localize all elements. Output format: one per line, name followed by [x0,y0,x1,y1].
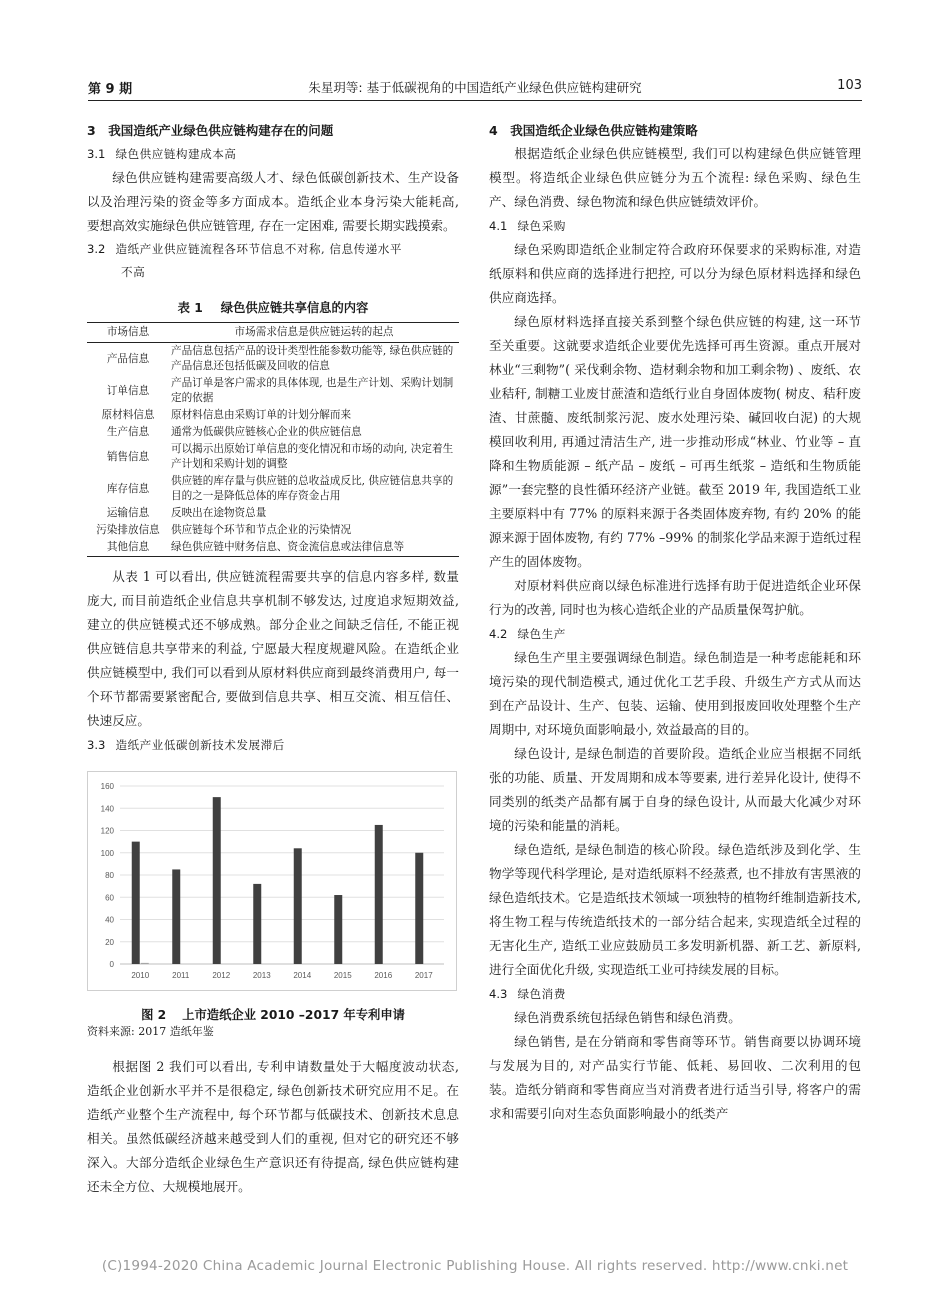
table-row [87,505,459,522]
subsection-title: 绿色采购 [517,219,566,233]
chart-x-tick-label: 2013 [252,971,271,980]
subsection-number: 3.2 [87,242,106,256]
chart-x-tick-label: 2014 [293,971,312,980]
page-number: 103 [837,78,862,93]
chart-x-tick-label: 2015 [333,971,352,980]
chart-bar [172,869,180,964]
subsection-4-2-heading [489,622,861,646]
table-cell-key: 生产信息 [106,426,150,438]
chart-bar [334,895,342,964]
paragraph: 绿色原材料选择直接关系到整个绿色供应链的构建, 这一环节至关重要。这就要求造纸企业要优先选择可再生资源。重点开展对林业“三剩物”( 采伐剩余物、造材剩余物和加工剩余物) 、废纸、农业秸秆, 制糖工业废甘蔗渣和造纸行业自身固体废物( 树皮、秸秆废渣、甘蔗髓、废纸制浆污泥、废水处理污染、碱回收白泥) 的大规模回收利用, 再通过清洁生产, 进一步推动形成“林业、竹业等 – 直降和生物质能源 – 纸产品 – 废纸 – 可再生纸浆 – 造纸和生物质能源”一套完整的良性循环经济产业链。截至 2019 年, 我国造纸工业主要原料中有 77% 的原料来源于各类固体废弃物, 有约 20% 的能源来源于固体废物, 有约 77% –99% 的制浆化学品来源于造纸过程产生的固体废物。 [489,314,861,569]
table-cell-key: 库存信息 [106,482,150,495]
chart-x-tick-label: 2011 [172,971,190,980]
table-header-cell: 市场需求信息是供应链运转的起点 [169,323,459,343]
paragraph: 根据造纸企业绿色供应链模型, 我们可以构建绿色供应链管理模型。将造纸企业绿色供应链分为五个流程: 绿色采购、绿色生产、绿色消费、绿色物流和绿色供应链绩效评价。 [489,146,861,209]
paragraph: 从表 1 可以看出, 供应链流程需要共享的信息内容多样, 数量庞大, 而目前造纸企业信息共享机制不够发达, 过度追求短期效益, 建立的供应链模式还不够成熟。部分企业之间缺乏信任, 不能正视供应链信息共享带来的利益, 宁愿最大程度规避风险。在造纸企业供应链模型中, 我们可以看到从原材料供应商到最终消费用户, 每一个环节都需要紧密配合, 要做到信息共享、相互交流、相互信任、快速反应。 [87,569,459,728]
table-title: 绿色供应链共享信息的内容 [220,301,369,315]
table-cell-value: 反映出在途物资总量 [171,507,267,519]
table-cell-value: 供应链的库存量与供应链的总收益成反比, 供应链信息共享的目的之一是降低总体的库存资金占用 [171,475,454,502]
chart-x-tick-label: 2012 [212,971,231,980]
table-header-row [87,323,459,343]
subsection-4-3-heading [489,982,861,1006]
figure-source: 资料来源: 2017 造纸年鉴 [87,1025,214,1038]
paragraph: 绿色销售, 是在分销商和零售商等环节。销售商要以协调环境与发展为目的, 对产品实行节能、低耗、易回收、二次利用的包装。造纸分销商和零售商应当对消费者进行适当引导, 将客户的需求和需要引向对生态负面影响最小的纸类产 [489,1034,861,1121]
table-cell-key: 产品信息 [106,352,150,365]
chart-bar [415,853,423,964]
chart-y-tick-label: 20 [105,937,114,947]
table-cell-key: 运输信息 [106,507,150,519]
right-column [489,118,861,1126]
subsection-number: 4.2 [489,627,508,641]
left-column [87,118,459,1199]
subsection-3-3-heading [87,733,459,757]
table-cell-value: 供应链每个环节和节点企业的污染情况 [171,524,352,536]
table-row [87,407,459,424]
running-header [88,78,862,101]
paragraph: 绿色消费系统包括绿色销售和绿色消费。 [514,1010,741,1025]
info-table [87,322,459,557]
figure-label: 图 2 [141,1008,167,1022]
chart-y-tick-label: 120 [100,826,114,836]
paragraph: 根据图 2 我们可以看出, 专利申请数量处于大幅度波动状态, 造纸企业创新水平并不是很稳定, 绿色创新技术研究应用不足。在造纸产业整个生产流程中, 每个环节都与低碳技术、创新技术息息相关。虽然低碳经济越来越受到人们的重视, 但对它的研究还不够深入。大部分造纸企业绿色生产意识还有待提高, 绿色供应链构建还未全方位、大规模地展开。 [87,1059,459,1194]
chart-bar [294,848,302,964]
chart-y-tick-label: 60 [105,893,114,903]
table-cell-value: 产品信息包括产品的设计类型性能参数功能等, 绿色供应链的产品信息还包括低碳及回收的信息 [171,345,454,372]
subsection-title-continued: 不高 [121,265,146,279]
table-caption [87,298,459,316]
section-3-heading: 3 我国造纸产业绿色供应链构建存在的问题 [87,123,334,138]
table-cell-key: 其他信息 [87,539,169,557]
chart-x-tick-label: 2010 [131,971,150,980]
paragraph: 绿色生产里主要强调绿色制造。绿色制造是一种考虑能耗和环境污染的现代制造模式, 通过优化工艺手段、升级生产方式从而达到在产品设计、生产、包装、运输、使用到报废回收处理整个生产周期中, 对环境负面影响最小, 效益最高的目的。 [489,650,861,737]
paragraph: 对原材料供应商以绿色标准进行选择有助于促进造纸企业环保行为的改善, 同时也为核心造纸企业的产品质量保驾护航。 [489,578,861,617]
chart-canvas [88,772,456,990]
issue-label: 第 9 期 [88,82,133,97]
subsection-4-1-heading [489,214,861,238]
subsection-title: 造纸产业供应链流程各环节信息不对称, 信息传递水平 [115,242,402,256]
table-cell-key: 订单信息 [106,384,150,397]
paragraph: 绿色采购即造纸企业制定符合政府环保要求的采购标准, 对造纸原料和供应商的选择进行把控, 可以分为绿色原材料选择和绿色供应商选择。 [489,242,861,305]
chart-bar [375,825,383,964]
chart-y-tick-label: 100 [100,848,114,858]
table-cell-value: 产品订单是客户需求的具体体现, 也是生产计划、采购计划制定的依据 [171,377,454,404]
running-title: 朱星玥等: 基于低碳视角的中国造纸产业绿色供应链构建研究 [308,80,642,95]
table-label: 表 1 [177,301,203,315]
subsection-title: 绿色消费 [517,987,566,1001]
table-row [87,343,459,376]
section-4-heading: 4 我国造纸企业绿色供应链构建策略 [489,123,698,138]
subsection-number: 3.3 [87,738,106,752]
chart-y-tick-label: 80 [105,871,114,880]
subsection-number: 4.3 [489,987,508,1001]
chart-bar [213,797,221,964]
subsection-title: 绿色生产 [517,627,566,641]
figure-caption [87,1005,459,1023]
table-cell-value: 通常为低碳供应链核心企业的供应链信息 [171,426,362,438]
chart-y-tick-label: 0 [109,960,114,969]
paragraph: 绿色造纸, 是绿色制造的核心阶段。绿色造纸涉及到化学、生物学等现代科学理论, 是对造纸原料不经蒸煮, 也不排放有害黑液的绿色造纸技术。它是造纸技术领域一项独特的植物纤维制造新技术, 将生物工程与传统造纸技术的一部分结合起来, 实现造纸全过程的无害化生产, 造纸工业应鼓励员工多发明新机器、新工艺、新原料, 进行全面优化升级, 实现造纸工业可持续发展的目标。 [489,842,861,977]
paragraph: 绿色供应链构建需要高级人才、绿色低碳创新技术、生产设备以及治理污染的资金等多方面成本。造纸企业本身污染大能耗高, 要想高效实施绿色供应链管理, 存在一定困难, 需要长期实践摸索。 [87,170,459,233]
patent-bar-chart [87,771,457,991]
table-row [87,375,459,407]
subsection-number: 4.1 [489,219,508,233]
table-row [87,441,459,473]
table-cell-key: 原材料信息 [101,409,155,421]
chart-y-tick-label: 40 [105,915,114,925]
table-cell-key: 销售信息 [106,450,150,463]
table-cell-key: 污染排放信息 [96,524,160,536]
subsection-number: 3.1 [87,147,106,161]
table-row [87,539,459,557]
figure-title: 上市造纸企业 2010 –2017 年专利申请 [182,1008,405,1022]
table-header-cell: 市场信息 [87,323,169,343]
chart-bar [253,884,261,964]
chart-y-tick-label: 140 [100,804,114,814]
subsection-3-2-heading [87,238,459,284]
table-row [87,473,459,505]
table-cell-value: 可以揭示出原始订单信息的变化情况和市场的动向, 决定着生产计划和采购计划的调整 [171,443,454,470]
chart-x-tick-label: 2016 [374,971,393,980]
subsection-title: 绿色供应链构建成本高 [115,147,237,161]
copyright-footer: (C)1994-2020 China Academic Journal Electronic Publishing House. All rights reserved. http://www.cnki.net [101,1258,849,1274]
chart-bar [141,963,149,964]
table-cell-value: 原材料信息由采购订单的计划分解而来 [171,409,352,421]
chart-y-tick-label: 160 [100,782,114,791]
chart-bar [132,842,140,964]
subsection-3-1-heading [87,142,459,166]
table-cell-value: 绿色供应链中财务信息、资金流信息或法律信息等 [169,539,459,557]
subsection-title: 造纸产业低碳创新技术发展滞后 [115,738,285,752]
chart-x-tick-label: 2017 [414,971,433,980]
paragraph: 绿色设计, 是绿色制造的首要阶段。造纸企业应当根据不同纸张的功能、质量、开发周期和成本等要素, 进行差异化设计, 使得不同类别的纸类产品都有属于自身的绿色设计, 从而最大化减少对环境的污染和能量的消耗。 [489,746,861,833]
table-row [87,522,459,539]
table-row [87,424,459,441]
